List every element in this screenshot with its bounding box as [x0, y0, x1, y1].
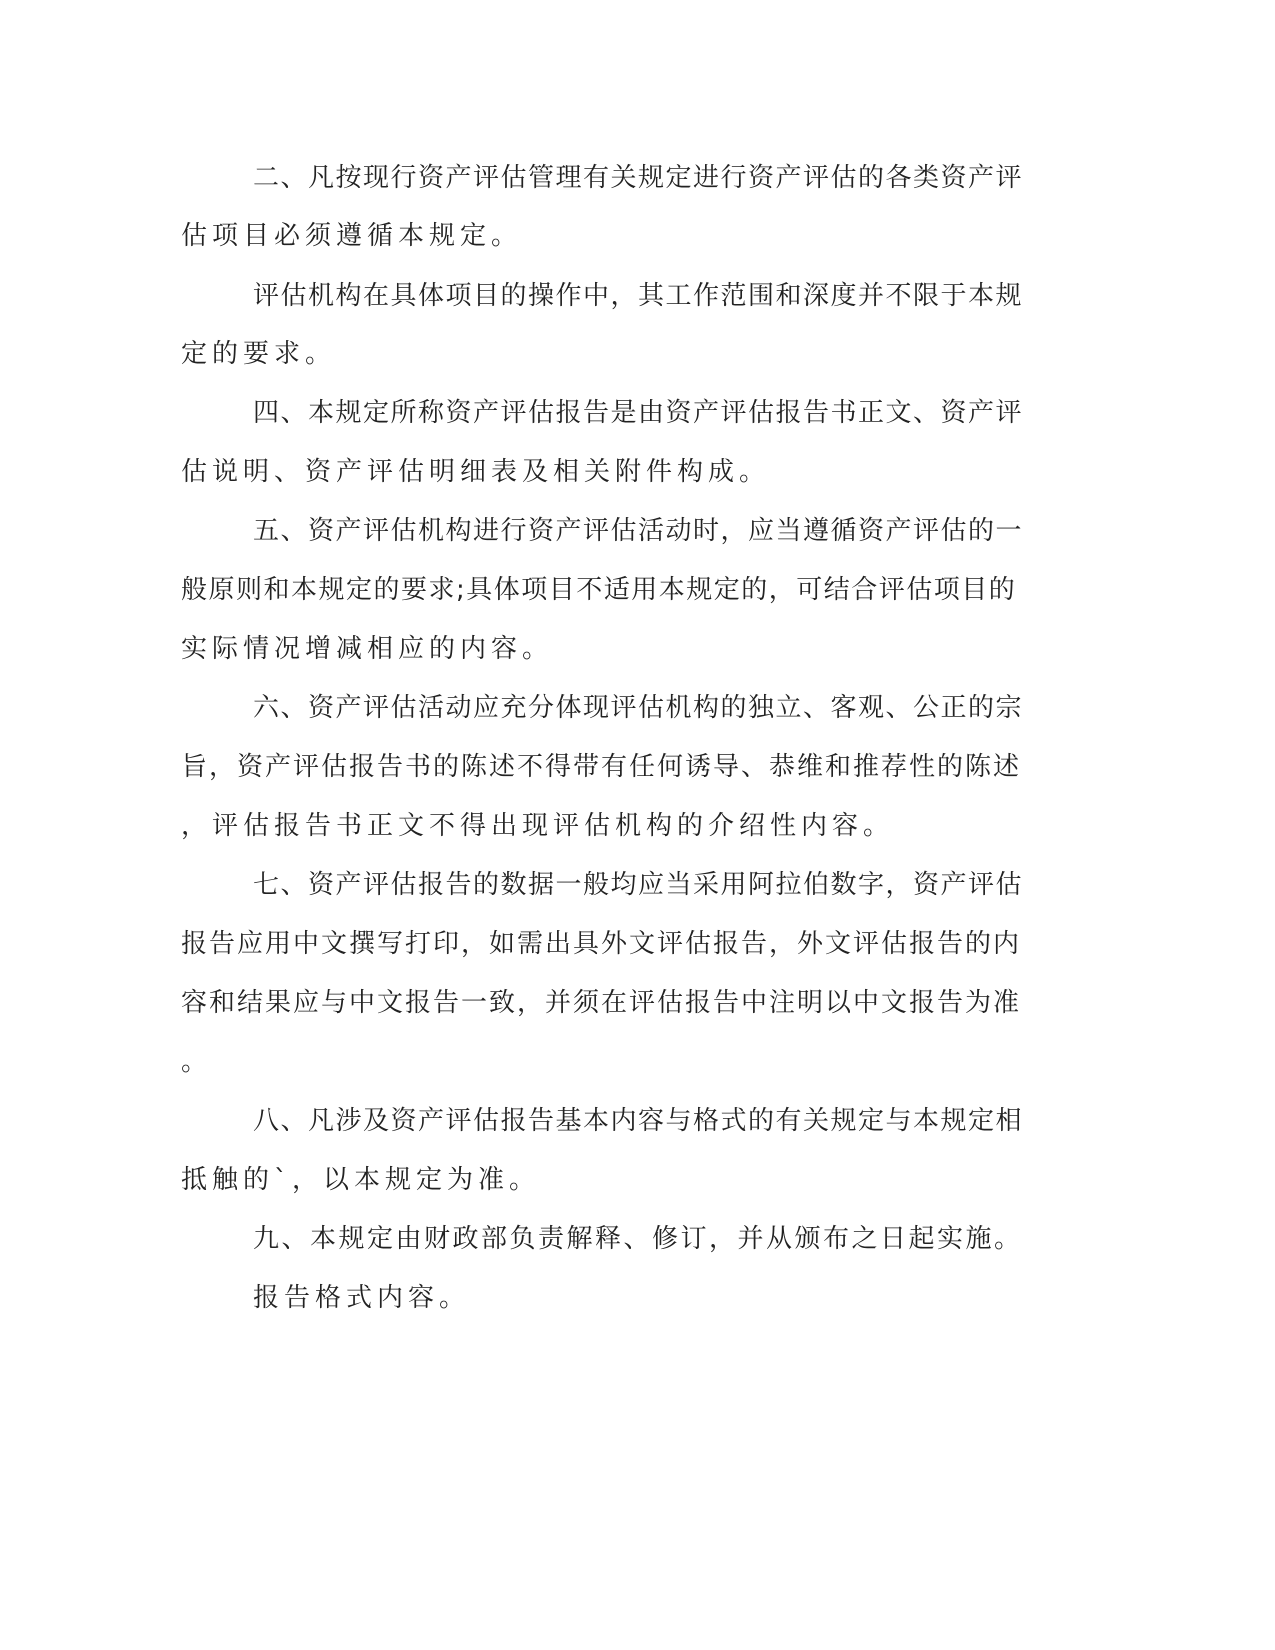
paragraph-line: 七、资产评估报告的数据一般均应当采用阿拉伯数字，资产评估 [253, 870, 1024, 900]
paragraph-line: 二、凡按现行资产评估管理有关规定进行资产评估的各类资产评 [253, 163, 1024, 193]
paragraph-line: 八、凡涉及资产评估报告基本内容与格式的有关规定与本规定相 [253, 1106, 1024, 1136]
paragraph-line: 实际情况增减相应的内容。 [181, 634, 554, 664]
paragraph-line: 旨，资产评估报告书的陈述不得带有任何诱导、恭维和推荐性的陈述 [181, 752, 1022, 782]
paragraph-line: 定的要求。 [181, 339, 337, 369]
paragraph-line: ，评估报告书正文不得出现评估机构的介绍性内容。 [181, 811, 895, 841]
paragraph-line: 抵触的`，以本规定为准。 [181, 1165, 541, 1195]
paragraph-line: 估项目必须遵循本规定。 [181, 221, 523, 251]
paragraph-line: 五、资产评估机构进行资产评估活动时，应当遵循资产评估的一 [253, 516, 1024, 546]
paragraph-line: 四、本规定所称资产评估报告是由资产评估报告书正文、资产评 [253, 398, 1024, 428]
paragraph-line: 容和结果应与中文报告一致，并须在评估报告中注明以中文报告为准 [181, 988, 1022, 1018]
paragraph-line: 六、资产评估活动应充分体现评估机构的独立、客观、公正的宗 [253, 693, 1024, 723]
paragraph-line: 评估机构在具体项目的操作中，其工作范围和深度并不限于本规 [253, 281, 1024, 311]
paragraph-line: 般原则和本规定的要求;具体项目不适用本规定的，可结合评估项目的 [181, 575, 1017, 605]
paragraph-line: 估说明、资产评估明细表及相关附件构成。 [181, 457, 771, 487]
paragraph-line: 报告格式内容。 [253, 1283, 471, 1313]
paragraph-line: 。 [181, 1047, 213, 1077]
paragraph-line: 报告应用中文撰写打印，如需出具外文评估报告，外文评估报告的内 [181, 929, 1022, 959]
paragraph-line: 九、本规定由财政部负责解释、修订，并从颁布之日起实施。 [253, 1224, 1023, 1254]
